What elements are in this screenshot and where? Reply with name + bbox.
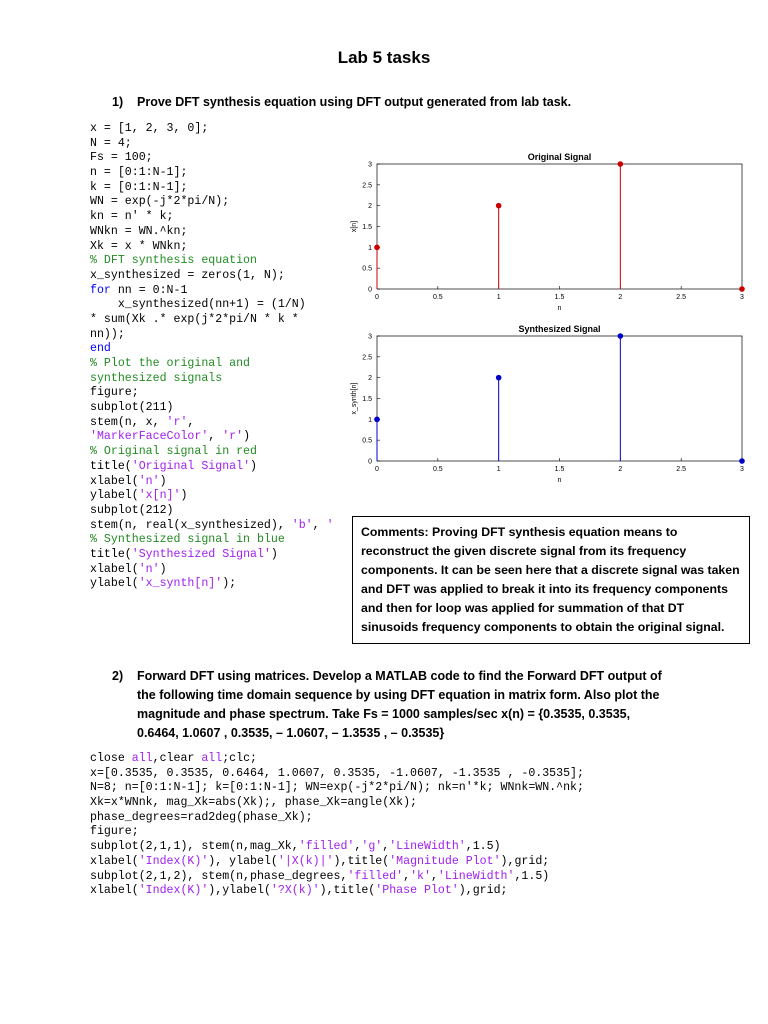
stem-marker: [374, 417, 380, 423]
x-tick-label: 3: [740, 466, 744, 473]
code-token: subplot(2,1,1), stem(n,mag_Xk,: [90, 840, 299, 854]
code-token: 'filled': [347, 869, 404, 883]
code-token: for: [90, 283, 111, 297]
task-1-text: Prove DFT synthesis equation using DFT output generated from lab task.: [137, 95, 572, 109]
code-token: % Original signal in red: [90, 445, 257, 459]
code-token: ), ylabel(: [208, 854, 278, 868]
code-token: all: [131, 752, 153, 765]
stem-marker: [739, 458, 745, 464]
code-token: ),grid;: [458, 884, 508, 898]
code-2-line: [90, 855, 760, 870]
task-2-number: 2): [112, 669, 124, 683]
x-tick-label: 0.5: [432, 294, 443, 301]
x-tick-label: 1: [496, 294, 501, 301]
y-tick-label: 1.5: [362, 224, 372, 231]
stem-marker: [739, 286, 745, 292]
code-1-line: [90, 151, 352, 166]
code-token: 'Index(K)': [138, 884, 209, 898]
code-1-line: [90, 519, 352, 534]
code-block-2: [90, 752, 760, 899]
code-token: WNkn = WN.^kn;: [90, 224, 188, 238]
synthesized-signal-chart: [340, 320, 744, 490]
code-token: close: [90, 752, 132, 765]
code-token: Fs = 100;: [90, 151, 153, 165]
code-token: ,: [382, 840, 390, 854]
code-token: ),ylabel(: [208, 884, 271, 898]
code-1-line: [90, 430, 352, 445]
code-2-line: [90, 884, 760, 899]
y-tick-label: 1: [368, 416, 372, 424]
code-token: xlabel(: [90, 884, 139, 898]
code-1-line: [90, 122, 352, 137]
code-token: 'r': [222, 430, 244, 444]
code-token: ): [159, 562, 167, 576]
code-1-line: [90, 137, 352, 152]
code-token: ),title(: [319, 884, 376, 898]
code-1-line: [90, 181, 352, 196]
code-1-line: [90, 548, 352, 563]
code-token: k = [0:1:N-1];: [90, 180, 188, 194]
code-1-line: [90, 445, 352, 460]
x-tick-label: 3: [740, 294, 744, 301]
code-1-line: [90, 372, 352, 387]
task-1-number: 1): [112, 95, 124, 109]
code-token: '?X(k)': [270, 884, 320, 898]
code-token: ylabel(: [90, 489, 139, 503]
code-token: ,: [354, 840, 362, 854]
code-token: ,: [312, 518, 327, 532]
code-token: N=8; n=[0:1:N-1]; k=[0:1:N-1]; WN=exp(-j*2*pi/N); nk=n'*k; WNnk=WN.^nk;: [90, 781, 584, 795]
code-token: title(: [90, 459, 132, 473]
x-tick-label: 1.5: [554, 466, 565, 473]
code-token: title(: [90, 547, 132, 561]
code-token: * sum(Xk .* exp(j*2*pi/N * k *: [90, 312, 299, 326]
code-1-line: [90, 386, 352, 401]
code-token: ): [243, 430, 251, 444]
code-token: 'filled': [298, 840, 355, 854]
page-title: Lab 5 tasks: [337, 48, 431, 67]
code-1-line: [90, 240, 352, 255]
code-token: stem(n, x,: [90, 415, 167, 429]
code-token: Xk=x*WNnk, mag_Xk=abs(Xk);, phase_Xk=angle(Xk);: [90, 796, 417, 810]
code-2-line: [90, 811, 760, 826]
code-token: subplot(211): [90, 401, 174, 415]
x-tick-label: 1: [496, 466, 501, 473]
code-1-line: [90, 210, 352, 225]
code-token: 'LineWidth': [389, 840, 466, 854]
code-token: kn = n' * k;: [90, 210, 174, 224]
y-tick-label: 3: [368, 333, 372, 341]
code-1-line: [90, 563, 352, 578]
stem-marker: [496, 375, 502, 381]
code-token: phase_degrees=rad2deg(phase_Xk);: [90, 810, 313, 824]
plot-frame: [377, 164, 742, 289]
code-2-line: [90, 840, 760, 855]
code-1-line: [90, 489, 352, 504]
x-tick-label: 2.5: [676, 466, 687, 473]
code-token: Xk = x * WNkn;: [90, 239, 188, 253]
code-1-line: [90, 284, 352, 299]
y-tick-label: 1: [368, 244, 372, 252]
code-1-line: [90, 504, 352, 519]
code-block-1: [90, 122, 352, 592]
code-1-line: [90, 166, 352, 181]
y-tick-label: 2: [368, 203, 372, 211]
y-tick-label: 0.5: [362, 437, 372, 445]
stem-marker: [618, 161, 624, 167]
code-token: ylabel(: [90, 577, 139, 591]
code-token: 'x[n]': [138, 489, 181, 503]
task-2-heading: [112, 667, 672, 743]
code-token: x=[0.3535, 0.3535, 0.6464, 1.0607, 0.3535, -1.0607, -1.3535 , -0.3535];: [90, 766, 584, 780]
code-token: ': [326, 518, 334, 532]
code-token: 'LineWidth': [437, 869, 515, 883]
y-tick-label: 2.5: [362, 354, 372, 362]
code-token: WN = exp(-j*2*pi/N);: [90, 195, 230, 209]
code-2-line: [90, 870, 760, 885]
code-token: '|X(k)|': [277, 854, 334, 868]
code-token: ,: [208, 430, 223, 444]
code-1-line: [90, 533, 352, 548]
y-tick-label: 0: [368, 286, 372, 294]
code-1-line: [90, 460, 352, 475]
x-tick-label: 2: [618, 466, 623, 473]
code-token: 'k': [410, 869, 431, 883]
plot-frame: [377, 336, 742, 461]
original-signal-chart: [340, 148, 744, 318]
code-token: % DFT synthesis equation: [90, 254, 257, 268]
code-token: nn = 0:N-1: [110, 283, 188, 297]
code-token: ): [270, 547, 278, 561]
code-token: stem(n, real(x_synthesized),: [90, 518, 292, 532]
x-tick-label: 0.5: [432, 466, 443, 473]
code-token: 'Index(K)': [138, 854, 209, 868]
code-token: 'x_synth[n]': [138, 577, 223, 591]
code-token: figure;: [90, 386, 139, 400]
code-1-line: [90, 195, 352, 210]
code-token: 'n': [138, 474, 160, 488]
code-token: ): [180, 489, 188, 503]
code-1-line: [90, 342, 352, 357]
code-token: xlabel(: [90, 562, 139, 576]
code-token: ,: [187, 415, 195, 429]
chart-title: Original Signal: [527, 152, 592, 162]
chart-title: Synthesized Signal: [518, 324, 601, 334]
code-1-line: [90, 475, 352, 490]
code-2-line: [90, 796, 760, 811]
code-1-line: [90, 254, 352, 269]
x-tick-label: 2: [618, 294, 623, 301]
code-token: 'Original Signal': [131, 459, 251, 473]
code-1-line: [90, 577, 352, 592]
code-token: 'g': [361, 840, 383, 854]
code-token: figure;: [90, 825, 139, 839]
code-token: ,: [430, 869, 438, 883]
code-1-line: [90, 313, 352, 328]
code-token: end: [90, 342, 111, 356]
code-token: ): [159, 474, 167, 488]
y-tick-label: 2.5: [362, 182, 372, 190]
code-token: ),title(: [333, 854, 390, 868]
code-token: 'Magnitude Plot': [389, 854, 501, 868]
x-tick-label: 2.5: [676, 294, 687, 301]
code-token: % Plot the original and: [90, 357, 251, 370]
code-token: ,: [403, 869, 411, 883]
code-2-line: [90, 825, 760, 840]
code-1-line: [90, 298, 352, 313]
code-token: ,1.5): [514, 869, 550, 883]
code-token: ,clear: [152, 752, 202, 765]
stem-marker: [374, 245, 380, 251]
code-token: 'Synthesized Signal': [131, 547, 271, 561]
code-token: % Synthesized signal in blue: [90, 533, 285, 547]
code-1-line: [90, 225, 352, 240]
y-tick-label: 0.5: [362, 265, 372, 273]
code-1-line: [90, 269, 352, 284]
task-2-text: Forward DFT using matrices. Develop a MATLAB code to find the Forward DFT output of the following time domain sequence by using DFT equation in matrix form. Also plot the magnitude and phase spectrum. Take Fs = 1000 samples/sec x(n) = {0.3535, 0.3535, 0.6464, 1.0607 , 0.3535, – 1.0607, – 1.3535 , – 0.3535}: [137, 669, 662, 740]
code-token: 'Phase Plot': [375, 884, 459, 898]
code-2-line: [90, 752, 760, 767]
code-token: subplot(2,1,2), stem(n,phase_degrees,: [90, 869, 348, 883]
code-token: nn));: [90, 327, 125, 341]
code-token: synthesized signals: [90, 371, 223, 385]
task-1-heading: [112, 93, 672, 112]
code-token: ),grid;: [500, 854, 550, 868]
stem-marker: [496, 203, 502, 209]
y-tick-label: 3: [368, 161, 372, 169]
code-token: 'b': [291, 518, 313, 532]
code-token: subplot(212): [90, 503, 174, 517]
code-token: x = [1, 2, 3, 0];: [90, 122, 209, 135]
x-axis-label: n: [557, 477, 562, 484]
y-tick-label: 1.5: [362, 396, 372, 403]
x-tick-label: 0: [375, 294, 379, 301]
code-token: xlabel(: [90, 474, 139, 488]
x-tick-label: 0: [375, 466, 379, 473]
code-token: 'n': [138, 562, 160, 576]
comments-box: Comments: Proving DFT synthesis equation means to reconstruct the given discrete signal from its frequency components. It can be seen here that a discrete signal was taken and DFT was applied to break it into its frequency components and then for loop was applied for summation of that DT sinusoids frequency components to obtain the original signal.: [352, 516, 750, 644]
x-tick-label: 1.5: [554, 294, 565, 301]
y-axis-label: x_synth[n]: [351, 382, 358, 415]
code-1-line: [90, 328, 352, 343]
code-token: x_synthesized(nn+1) = (1/N): [90, 298, 306, 312]
code-2-line: [90, 767, 760, 782]
code-1-line: [90, 416, 352, 431]
code-token: 'MarkerFaceColor': [90, 430, 209, 444]
code-1-line: [90, 357, 352, 372]
code-token: x_synthesized = zeros(1, N);: [90, 268, 285, 282]
code-token: ;clc;: [222, 752, 257, 765]
code-token: all: [201, 752, 223, 765]
y-axis-label: x[n]: [351, 220, 358, 233]
code-token: );: [222, 577, 237, 591]
code-token: xlabel(: [90, 854, 139, 868]
x-axis-label: n: [557, 305, 562, 312]
code-2-line: [90, 781, 760, 796]
code-token: ,1.5): [465, 840, 501, 854]
stem-marker: [618, 333, 624, 339]
code-token: n = [0:1:N-1];: [90, 166, 188, 180]
code-1-line: [90, 401, 352, 416]
code-token: 'r': [166, 415, 188, 429]
code-token: ): [250, 459, 257, 473]
y-tick-label: 0: [368, 458, 372, 466]
y-tick-label: 2: [368, 375, 372, 383]
code-token: N = 4;: [90, 136, 132, 150]
